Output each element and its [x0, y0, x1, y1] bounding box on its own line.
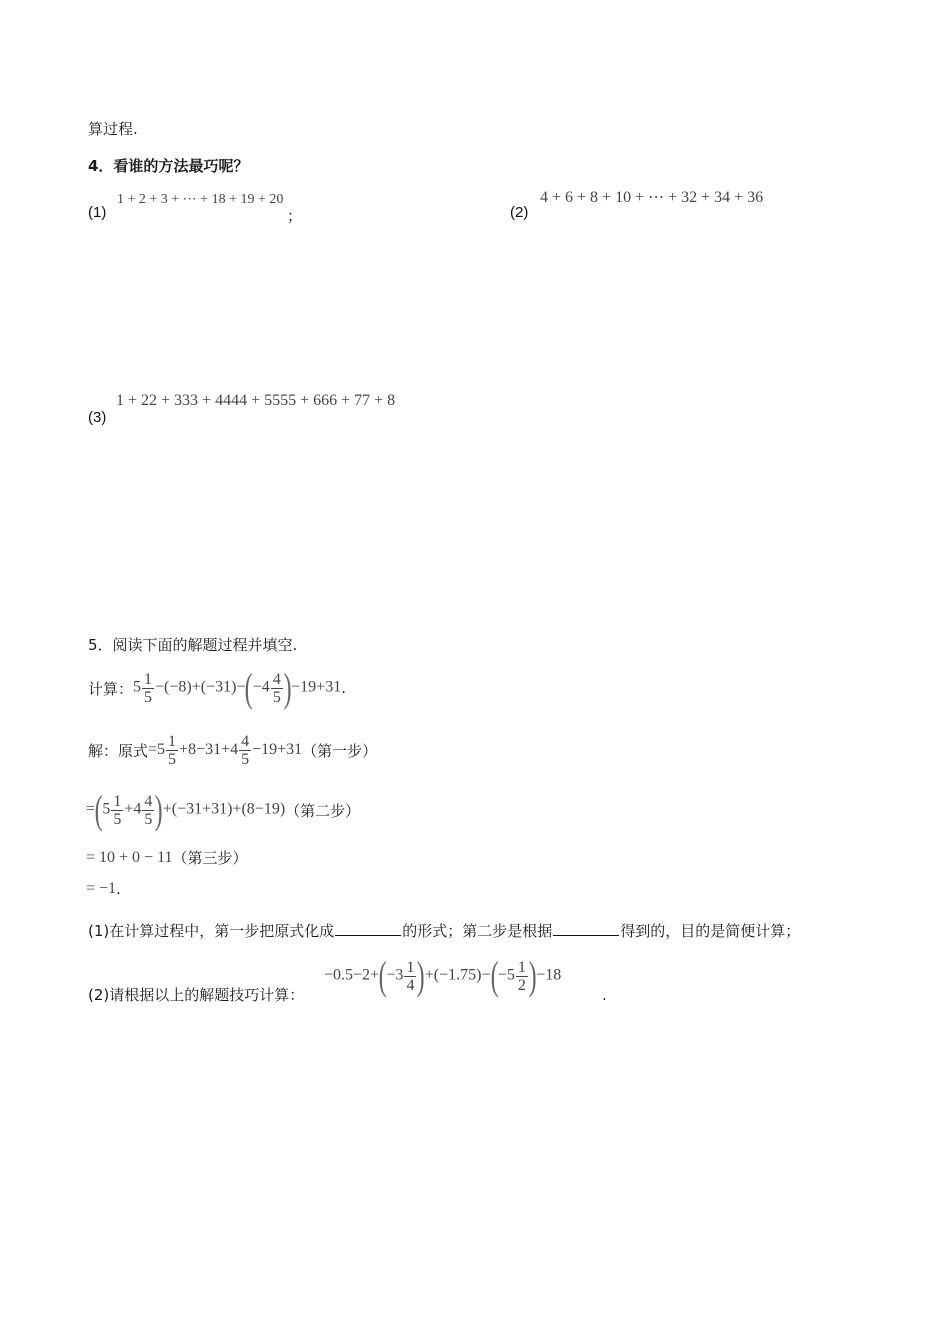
q5-sub2-expression: −0.5−2+(−3 $\frac{1}{4}$ )+(−1.75)−(−5 $\frac{1}{2}$ )−18 [324, 953, 562, 998]
q5-solve-label: 解：原式 [88, 741, 149, 760]
q5-sub2-label: (2)请根据以上的解题技巧计算： [88, 986, 305, 1004]
q5-step3-expression: = 10 + 0 − 11 [86, 848, 173, 866]
intro-tail-text: 算过程. [88, 120, 138, 138]
q4-part1-label: (1) [88, 204, 107, 221]
q5-solution-line2 [86, 786, 360, 834]
q5-step1-expression: =5 $\frac{1}{5}$ +8−31+4 $\frac{4}{5}$ −19+31 [148, 732, 303, 768]
q5-solution-line1 [88, 726, 377, 774]
q4-part3-label: (3) [88, 409, 107, 426]
q5-sub1-part-a: (1)在计算过程中，第一步把原式化成 [88, 922, 335, 940]
q5-solution-line3 [86, 847, 248, 868]
q5-calc-expression: 5 $\frac{1}{5}$ −(−8)+(−31)−(−4 $\frac{4}{5}$ )−19+31 [133, 665, 342, 710]
q5-calc-line: 计算： 5 $\frac{1}{5}$ −(−8)+(−31)−(−4 $\frac{4}{5}$ )−19+31 . [88, 665, 346, 710]
q5-step3-label: （第三步） [172, 849, 248, 867]
q5-calc-label: 计算： [88, 679, 134, 698]
q4-part2-label: (2) [510, 204, 529, 221]
q5-sub2-expression-row [324, 952, 561, 1000]
q5-sub1 [88, 920, 800, 941]
q5-result-expression: = −1 [86, 880, 117, 897]
q4-part2-expression: 4 + 6 + 8 + 10 + ⋯ + 32 + 34 + 36 [540, 189, 764, 206]
q5-step1-label: （第一步） [302, 741, 378, 760]
q5-result-period: . [116, 880, 121, 898]
q4-part1-expression: 1 + 2 + 3 + ⋯ + 18 + 19 + 20 [117, 192, 284, 207]
answer-blank-2[interactable] [553, 920, 619, 936]
q5-sub1-part-b: 的形式；第二步是根据 [402, 922, 553, 940]
q4-title: 4．看谁的方法最巧呢？ [88, 157, 249, 175]
q5-step2-expression: =(5 $\frac{1}{5}$ +4 $\frac{4}{5}$ )+(−31+31)+(8−19) [86, 787, 286, 832]
q5-step2-label: （第二步） [285, 801, 361, 820]
q5-sub2-period: . [602, 986, 607, 1004]
q5-solution-line4 [86, 880, 121, 898]
q5-title: 5．阅读下面的解题过程并填空. [88, 636, 298, 654]
answer-blank-1[interactable] [335, 920, 401, 936]
q5-sub1-part-c: 得到的，目的是简便计算； [620, 922, 801, 940]
q4-part1-semicolon: ； [287, 207, 303, 225]
q4-part3-expression: 1 + 22 + 333 + 4444 + 5555 + 666 + 77 + 8 [116, 392, 396, 409]
